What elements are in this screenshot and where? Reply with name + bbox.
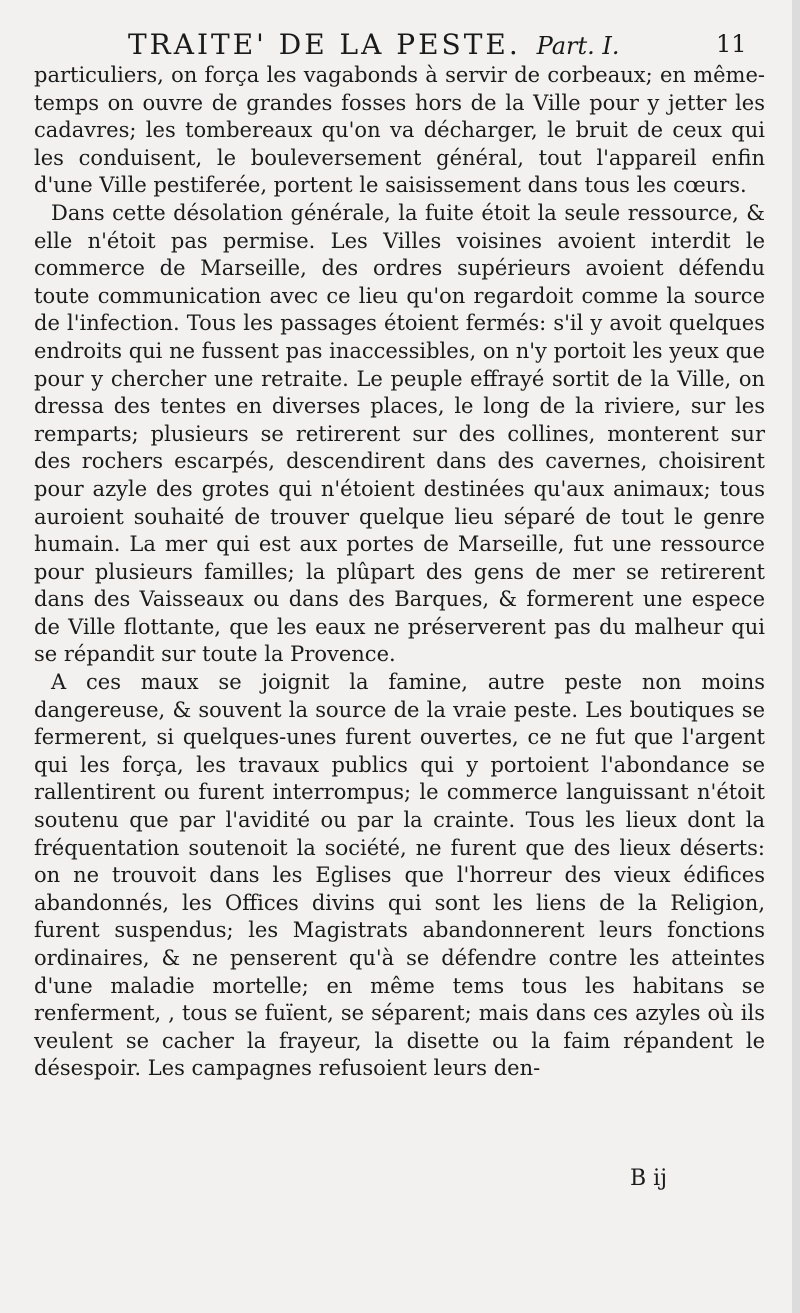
part-label: Part. I. <box>536 32 620 60</box>
paragraph-continuation: particuliers, on força les vagabonds à servir de corbeaux; en même-temps on ouvre de grandes fosses hors de la Ville pour y jetter les cadavres; les tombereaux qu'on va décharger, le bruit de ceux qui les conduisent, le bouleversement général, tout l'appareil enfin d'une Ville pestiferée, portent le saisissement dans tous les cœurs. <box>34 63 765 198</box>
page-number: 11 <box>716 30 747 58</box>
paragraph: A ces maux se joignit la famine, autre peste non moins dangereuse, & souvent la source de la vraie peste. Les boutiques se fermerent, si quelques-unes furent ouvertes, ce ne fut que l'argent qui les força, les travaux publics qui y portoient l'abondance se rallentirent ou furent interrompus; le commerce languissant n'étoit soutenu que par l'avidité ou par la crainte. Tous les lieux dont la fréquentation soutenoit la société, ne furent que des lieux déserts: on ne trouvoit dans les Eglises que l'horreur des vieux édifices abandonnés, les Offices divins qui sont les liens de la Religion, furent suspendus; les Magistrats abandonnerent leurs fonctions ordinaires, & ne penserent qu'à se défendre contre les atteintes d'une maladie mortelle; en même tems tous les habitans se renferment, , tous se fuïent, se séparent; mais dans ces azyles où ils veulent se cacher la frayeur, la disette ou la faim répandent le désespoir. Les campagnes refusoient leurs den- <box>34 670 765 1081</box>
body-text <box>34 62 765 1083</box>
signature-mark: B ij <box>630 1166 668 1191</box>
paragraph: Dans cette désolation générale, la fuite étoit la seule ressource, & elle n'étoit pas permise. Les Villes voisines avoient interdit le commerce de Marseille, des ordres supérieurs avoient défendu toute communication avec ce lieu qu'on regardoit comme la source de l'infection. Tous les passages étoient fermés: s'il y avoit quelques endroits qui ne fussent pas inaccessibles, on n'y portoit les yeux que pour y chercher une retraite. Le peuple effrayé sortit de la Ville, on dressa des tentes en diverses places, le long de la riviere, sur les remparts; plusieurs se retirerent sur des collines, monterent sur des rochers escarpés, descendirent dans des cavernes, choisirent pour azyle des grotes qui n'étoient destinées qu'aux animaux; tous auroient souhaité de trouver quelque lieu séparé de tout le genre humain. La mer qui est aux portes de Marseille, fut une ressource pour plusieurs familles; la plûpart des gens de mer se retirerent dans des Vaisseaux ou dans des Barques, & formerent une espece de Ville flottante, que les eaux ne préserverent pas du malheur qui se répandit sur toute la Provence. <box>34 200 765 667</box>
running-title-text: TRAITE' DE LA PESTE. <box>128 28 521 61</box>
running-title <box>128 28 620 61</box>
page-header <box>0 28 800 60</box>
